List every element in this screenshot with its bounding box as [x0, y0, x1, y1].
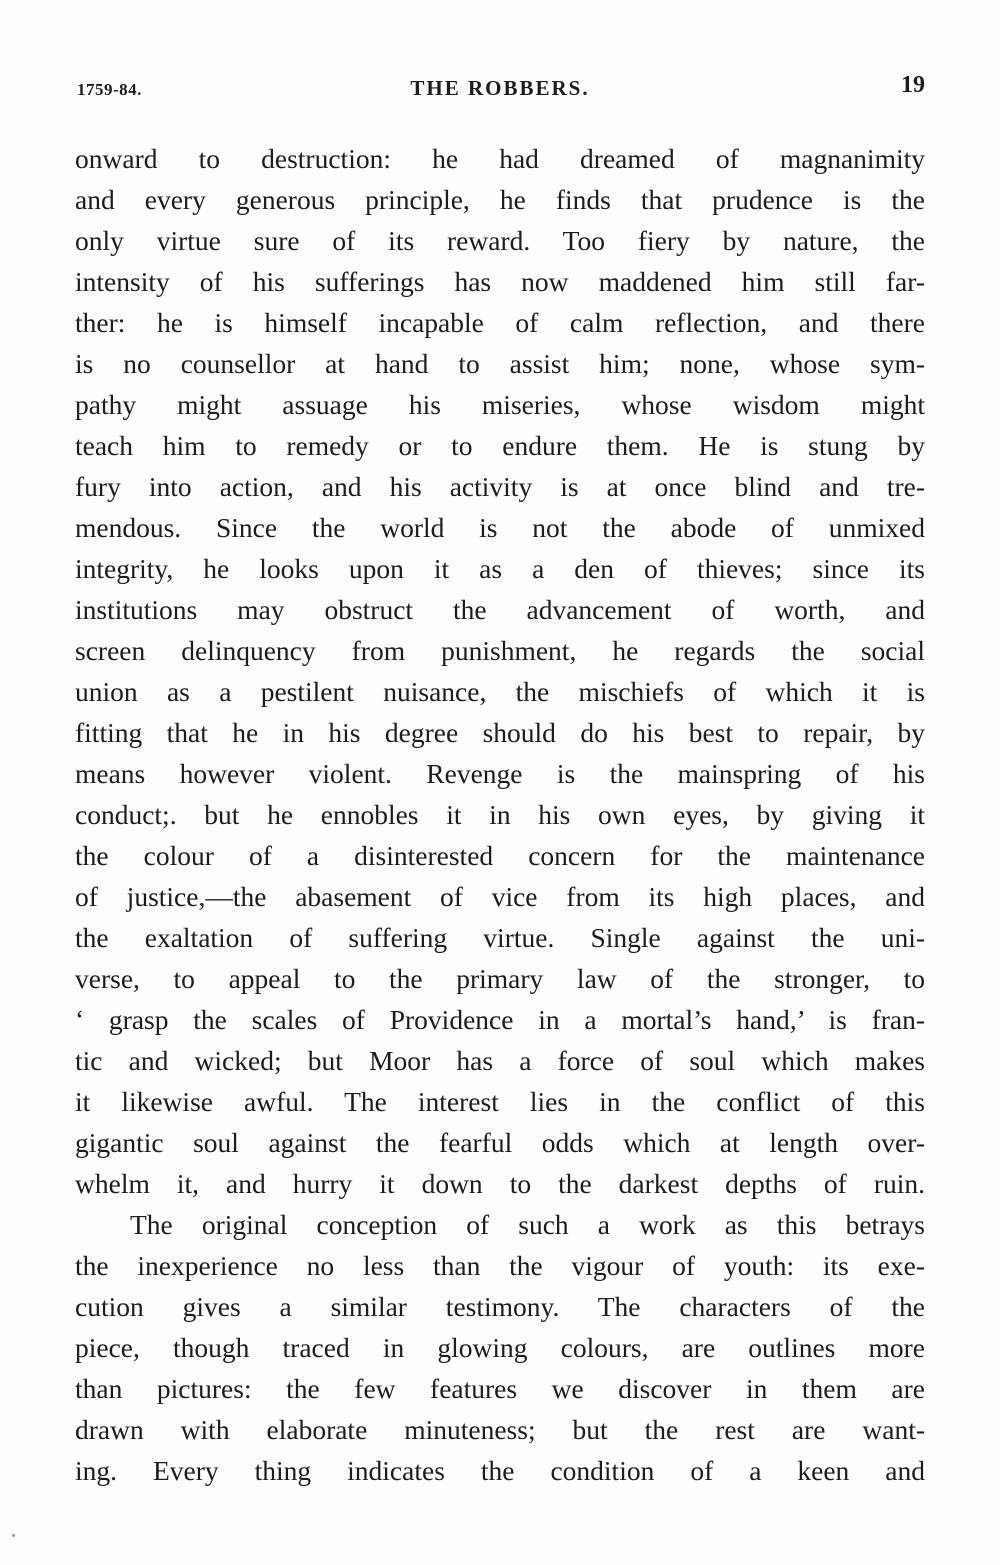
text-line: than pictures: the few features we discover in them are: [75, 1373, 925, 1404]
text-line: teach him to remedy or to endure them. He is stung by: [75, 430, 925, 461]
text-line: onward to destruction: he had dreamed of magnanimity: [75, 143, 925, 174]
text-line: fitting that he in his degree should do his best to repair, by: [75, 717, 925, 748]
page-body: [75, 138, 925, 1491]
text-line: means however violent. Revenge is the mainspring of his: [75, 758, 925, 789]
text-line: ‘ grasp the scales of Providence in a mortal’s hand,’ is fran-: [75, 1004, 925, 1035]
text-line: the inexperience no less than the vigour of youth: its exe-: [75, 1250, 925, 1281]
page-content: [75, 0, 925, 1491]
text-line: screen delinquency from punishment, he regards the social: [75, 635, 925, 666]
text-line: institutions may obstruct the advancement of worth, and: [75, 594, 925, 625]
text-line: piece, though traced in glowing colours, are outlines more: [75, 1332, 925, 1363]
header-title: THE ROBBERS.: [410, 76, 590, 100]
text-line: whelm it, and hurry it down to the darkest depths of ruin.: [75, 1168, 925, 1199]
text-line: drawn with elaborate minuteness; but the rest are want-: [75, 1414, 925, 1445]
text-line: it likewise awful. The interest lies in the conflict of this: [75, 1086, 925, 1117]
text-line: conduct;. but he ennobles it in his own eyes, by giving it: [75, 799, 925, 830]
text-line: only virtue sure of its reward. Too fiery by nature, the: [75, 225, 925, 256]
text-line: mendous. Since the world is not the abode of unmixed: [75, 512, 925, 543]
scan-speck: [12, 1534, 15, 1537]
text-line: ing. Every thing indicates the condition of a keen and: [75, 1455, 925, 1486]
text-line: fury into action, and his activity is at once blind and tre-: [75, 471, 925, 502]
text-line: tic and wicked; but Moor has a force of soul which makes: [75, 1045, 925, 1076]
paragraph: [75, 1204, 925, 1491]
running-head: [75, 72, 925, 102]
text-line: verse, to appeal to the primary law of the stronger, to: [75, 963, 925, 994]
text-line: is no counsellor at hand to assist him; none, whose sym-: [75, 348, 925, 379]
text-line: union as a pestilent nuisance, the mischiefs of which it is: [75, 676, 925, 707]
text-line: the colour of a disinterested concern for the maintenance: [75, 840, 925, 871]
text-line: gigantic soul against the fearful odds which at length over-: [75, 1127, 925, 1158]
text-line: pathy might assuage his miseries, whose wisdom might: [75, 389, 925, 420]
text-line: integrity, he looks upon it as a den of thieves; since its: [75, 553, 925, 584]
text-line: the exaltation of suffering virtue. Single against the uni-: [75, 922, 925, 953]
page-number: 19: [901, 72, 925, 98]
paragraph: [75, 138, 925, 1204]
text-line: of justice,—the abasement of vice from its high places, and: [75, 881, 925, 912]
text-line: intensity of his sufferings has now maddened him still far-: [75, 266, 925, 297]
text-line: The original conception of such a work as this betrays: [130, 1209, 925, 1240]
text-line: and every generous principle, he finds that prudence is the: [75, 184, 925, 215]
text-line: ther: he is himself incapable of calm reflection, and there: [75, 307, 925, 338]
text-line: cution gives a similar testimony. The characters of the: [75, 1291, 925, 1322]
header-date-range: 1759-84.: [77, 80, 142, 99]
